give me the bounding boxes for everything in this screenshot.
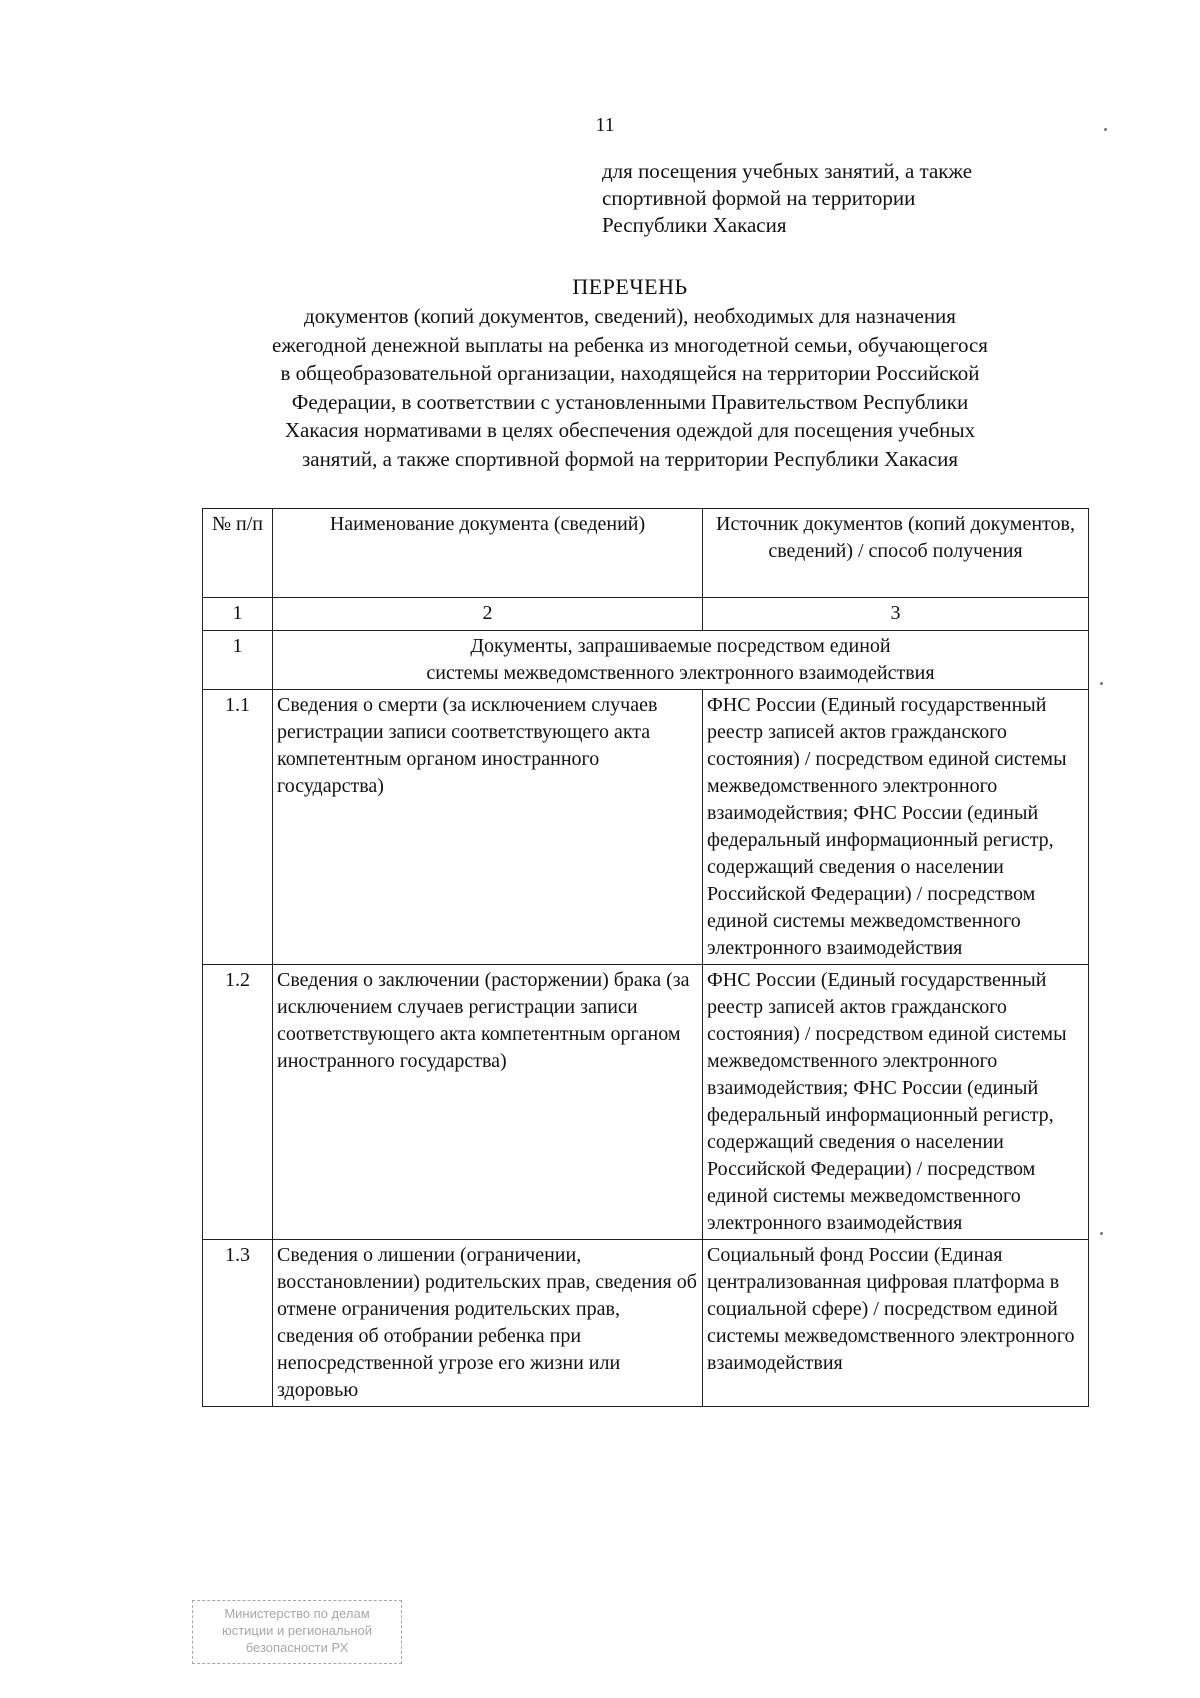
section-row (203, 631, 1089, 690)
row-document-source: Социальный фонд России (Единая централизованная цифровая платформа в социальной сфере) / посредством единой системы межведомственного электронного взаимодействия (703, 1240, 1089, 1407)
subtitle-line: документов (копий документов, сведений), необходимых для назначения (304, 304, 956, 328)
table-row (203, 965, 1089, 1240)
ministry-stamp (192, 1600, 402, 1664)
row-document-source: ФНС России (Единый государственный реестр записей актов гражданского состояния) / посредством единой системы межведомственного электронного взаимодействия; ФНС России (единый федеральный информационный регистр, содержащий сведения о населении Российской Федерации) / посредством единой системы межведомственного электронного взаимодействия (703, 690, 1089, 965)
document-heading (190, 272, 1070, 473)
appendix-note (602, 158, 1082, 239)
subtitle-line: Федерации, в соответствии с установленными Правительством Республики (291, 389, 969, 414)
row-num: 1.3 (203, 1240, 273, 1407)
table-row (203, 690, 1089, 965)
row-document-name: Сведения о лишении (ограничении, восстановлении) родительских прав, сведения об отмене ограничения родительских прав, сведения об отобрании ребенка при непосредственной угрозе его жизни или здоровью (273, 1240, 703, 1407)
section-num: 1 (203, 631, 273, 690)
document-title: ПЕРЕЧЕНЬ (572, 274, 688, 299)
section-title (273, 631, 1089, 690)
column-index: 2 (273, 598, 703, 631)
document-subtitle (190, 302, 1070, 473)
subtitle-line: занятий, а также спортивной формой на территории Республики Хакасия (301, 446, 959, 471)
scan-speck (1100, 1232, 1103, 1235)
stamp-line: Министерство по делам (224, 1606, 370, 1621)
appendix-note-line: Республики Хакасия (602, 213, 787, 237)
column-index-row (203, 598, 1089, 631)
scan-speck (1100, 682, 1103, 685)
header-source: Источник документов (копий документов, сведений) / способ получения (703, 509, 1089, 598)
row-document-name: Сведения о смерти (за исключением случаев регистрации записи соответствующего акта компетентным органом иностранного государства) (273, 690, 703, 965)
table-header-row (203, 509, 1089, 598)
appendix-note-line: для посещения учебных занятий, а также (602, 159, 973, 183)
scan-speck (1104, 128, 1107, 131)
section-title-line: системы межведомственного электронного взаимодействия (426, 662, 935, 684)
row-document-source: ФНС России (Единый государственный реестр записей актов гражданского состояния) / посредством единой системы межведомственного электронного взаимодействия; ФНС России (единый федеральный информационный регистр, содержащий сведения о населении Российской Федерации) / посредством единой системы межведомственного электронного взаимодействия (703, 965, 1089, 1240)
subtitle-line: Хакасия нормативами в целях обеспечения одеждой для посещения учебных (284, 418, 976, 442)
row-num: 1.2 (203, 965, 273, 1240)
column-index: 3 (703, 598, 1089, 631)
stamp-line: безопасности РХ (245, 1640, 349, 1655)
page-number: 11 (595, 114, 615, 136)
section-title-line: Документы, запрашиваемые посредством единой (470, 635, 891, 657)
row-num: 1.1 (203, 690, 273, 965)
documents-table (202, 508, 1089, 1407)
header-num: № п/п (203, 509, 273, 598)
subtitle-line: ежегодной денежной выплаты на ребенка из многодетной семьи, обучающегося (272, 332, 988, 357)
column-index: 1 (203, 598, 273, 631)
subtitle-line: в общеобразовательной организации, находящейся на территории Российской (280, 361, 980, 385)
row-document-name: Сведения о заключении (расторжении) брака (за исключением случаев регистрации записи соответствующего акта компетентным органом иностранного государства) (273, 965, 703, 1240)
header-name: Наименование документа (сведений) (273, 509, 703, 598)
appendix-note-line: спортивной формой на территории (602, 186, 916, 210)
stamp-line: юстиции и региональной (221, 1623, 373, 1638)
table-row (203, 1240, 1089, 1407)
